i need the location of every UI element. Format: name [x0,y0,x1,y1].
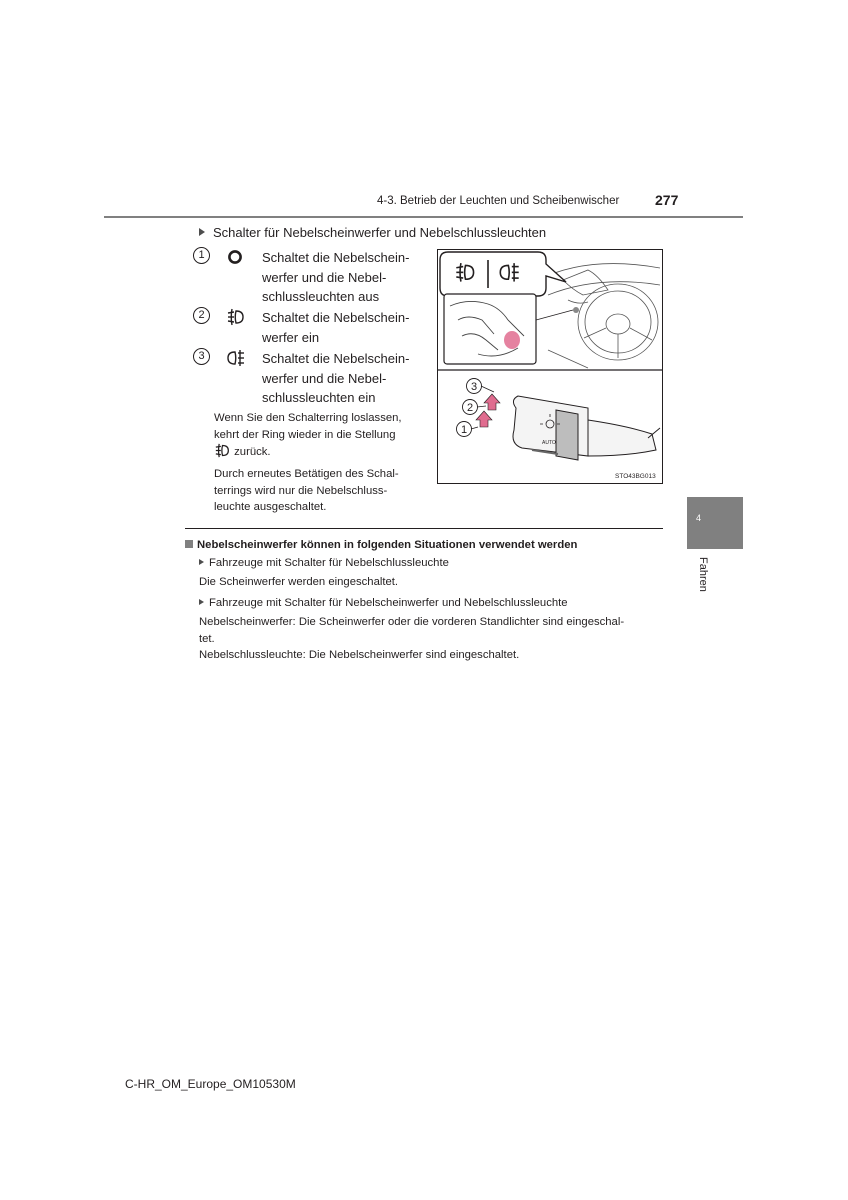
bullet-triangle-icon [199,228,205,236]
item-number-3: 3 [193,348,210,365]
item-3-line: schlussleuchten ein [262,390,376,405]
callout-3 [467,379,495,394]
item-1-line: werfer und die Nebel- [262,269,387,285]
release-note-end-text: zurück. [234,446,271,458]
icon-callout-bubble [440,252,566,296]
press-again-line: Durch erneutes Betätigen des Schal- [214,468,399,480]
header-rule [104,216,743,218]
item-3-line: werfer und die Nebel- [262,370,387,386]
bullet-triangle-icon [199,559,204,565]
item-1-line: schlussleuchten aus [262,289,380,304]
callout-1 [457,422,479,437]
lever-position-marker [573,307,579,313]
case-2-label-text: Fahrzeuge mit Schalter für Nebelscheinwerfer und Nebelschlussleuchte [209,597,568,609]
case-2-line: Nebelscheinwerfer: Die Scheinwerfer oder die vorderen Standlichter sind eingeschal- [199,616,625,628]
lever-label-auto: AUTO [542,440,556,446]
arrow-position-1 [476,411,492,427]
chapter-number: 4 [696,513,702,523]
item-3-text [262,349,424,408]
release-note-line-end [214,443,424,461]
case-2-label [199,595,568,612]
switch-ring-highlight [504,331,520,349]
figure-id: STO43BG013 [615,473,656,480]
section-heading [199,225,546,240]
lever-sketch [513,396,660,460]
info-heading [185,537,577,554]
svg-text:1: 1 [460,424,468,436]
item-3-line: Schaltet die Nebelschein- [262,351,410,366]
item-1-text [262,248,424,307]
release-note [214,410,424,461]
section-rule [185,528,663,529]
chapter-tab [687,497,743,549]
item-number-1: 1 [193,247,210,264]
illustration-svg [438,250,662,483]
case-1-text: Die Scheinwerfer werden eingeschaltet. [199,576,399,588]
press-again-line: terrings wird nur die Nebelschluss- [214,484,388,497]
release-note-line: kehrt der Ring wieder in die Stellung [214,428,396,441]
square-bullet-icon [185,540,193,548]
svg-text:2: 2 [466,402,474,414]
case-2-text [199,614,624,664]
section-heading-text: Schalter für Nebelscheinwerfer und Nebelschlussleuchten [213,225,547,240]
front-fog-light-icon [226,308,246,326]
rear-fog-light-icon [226,349,246,367]
item-2-line: Schaltet die Nebelschein- [262,310,410,325]
case-1-label [199,555,449,572]
page-number: 277 [655,192,679,208]
press-again-note [214,466,424,516]
callout-2 [463,400,487,415]
running-header: 4-3. Betrieb der Leuchten und Scheibenwischer [377,195,620,207]
item-2-text [262,308,424,347]
info-heading-text: Nebelscheinwerfer können in folgenden Situationen verwendet werden [197,539,578,551]
document-code: C-HR_OM_Europe_OM10530M [125,1077,296,1091]
item-number-2: 2 [193,307,210,324]
item-2-line: werfer ein [262,329,320,345]
case-2-line: Nebelschlussleuchte: Die Nebelscheinwerfer sind eingeschaltet. [199,649,520,661]
fog-switch-illustration [437,249,663,484]
case-2-line: tet. [199,632,215,645]
case-1-label-text: Fahrzeuge mit Schalter für Nebelschlussleuchte [209,557,449,569]
chapter-label: Fahren [697,557,709,592]
release-note-line: Wenn Sie den Schalterring loslassen, [214,412,402,424]
front-fog-light-icon [214,443,231,458]
svg-text:3: 3 [470,381,478,393]
off-ring-icon [227,249,243,265]
press-again-line: leuchte ausgeschaltet. [214,501,327,513]
item-1-line: Schaltet die Nebelschein- [262,250,410,265]
arrow-position-2 [484,394,500,410]
bullet-triangle-icon [199,599,204,605]
